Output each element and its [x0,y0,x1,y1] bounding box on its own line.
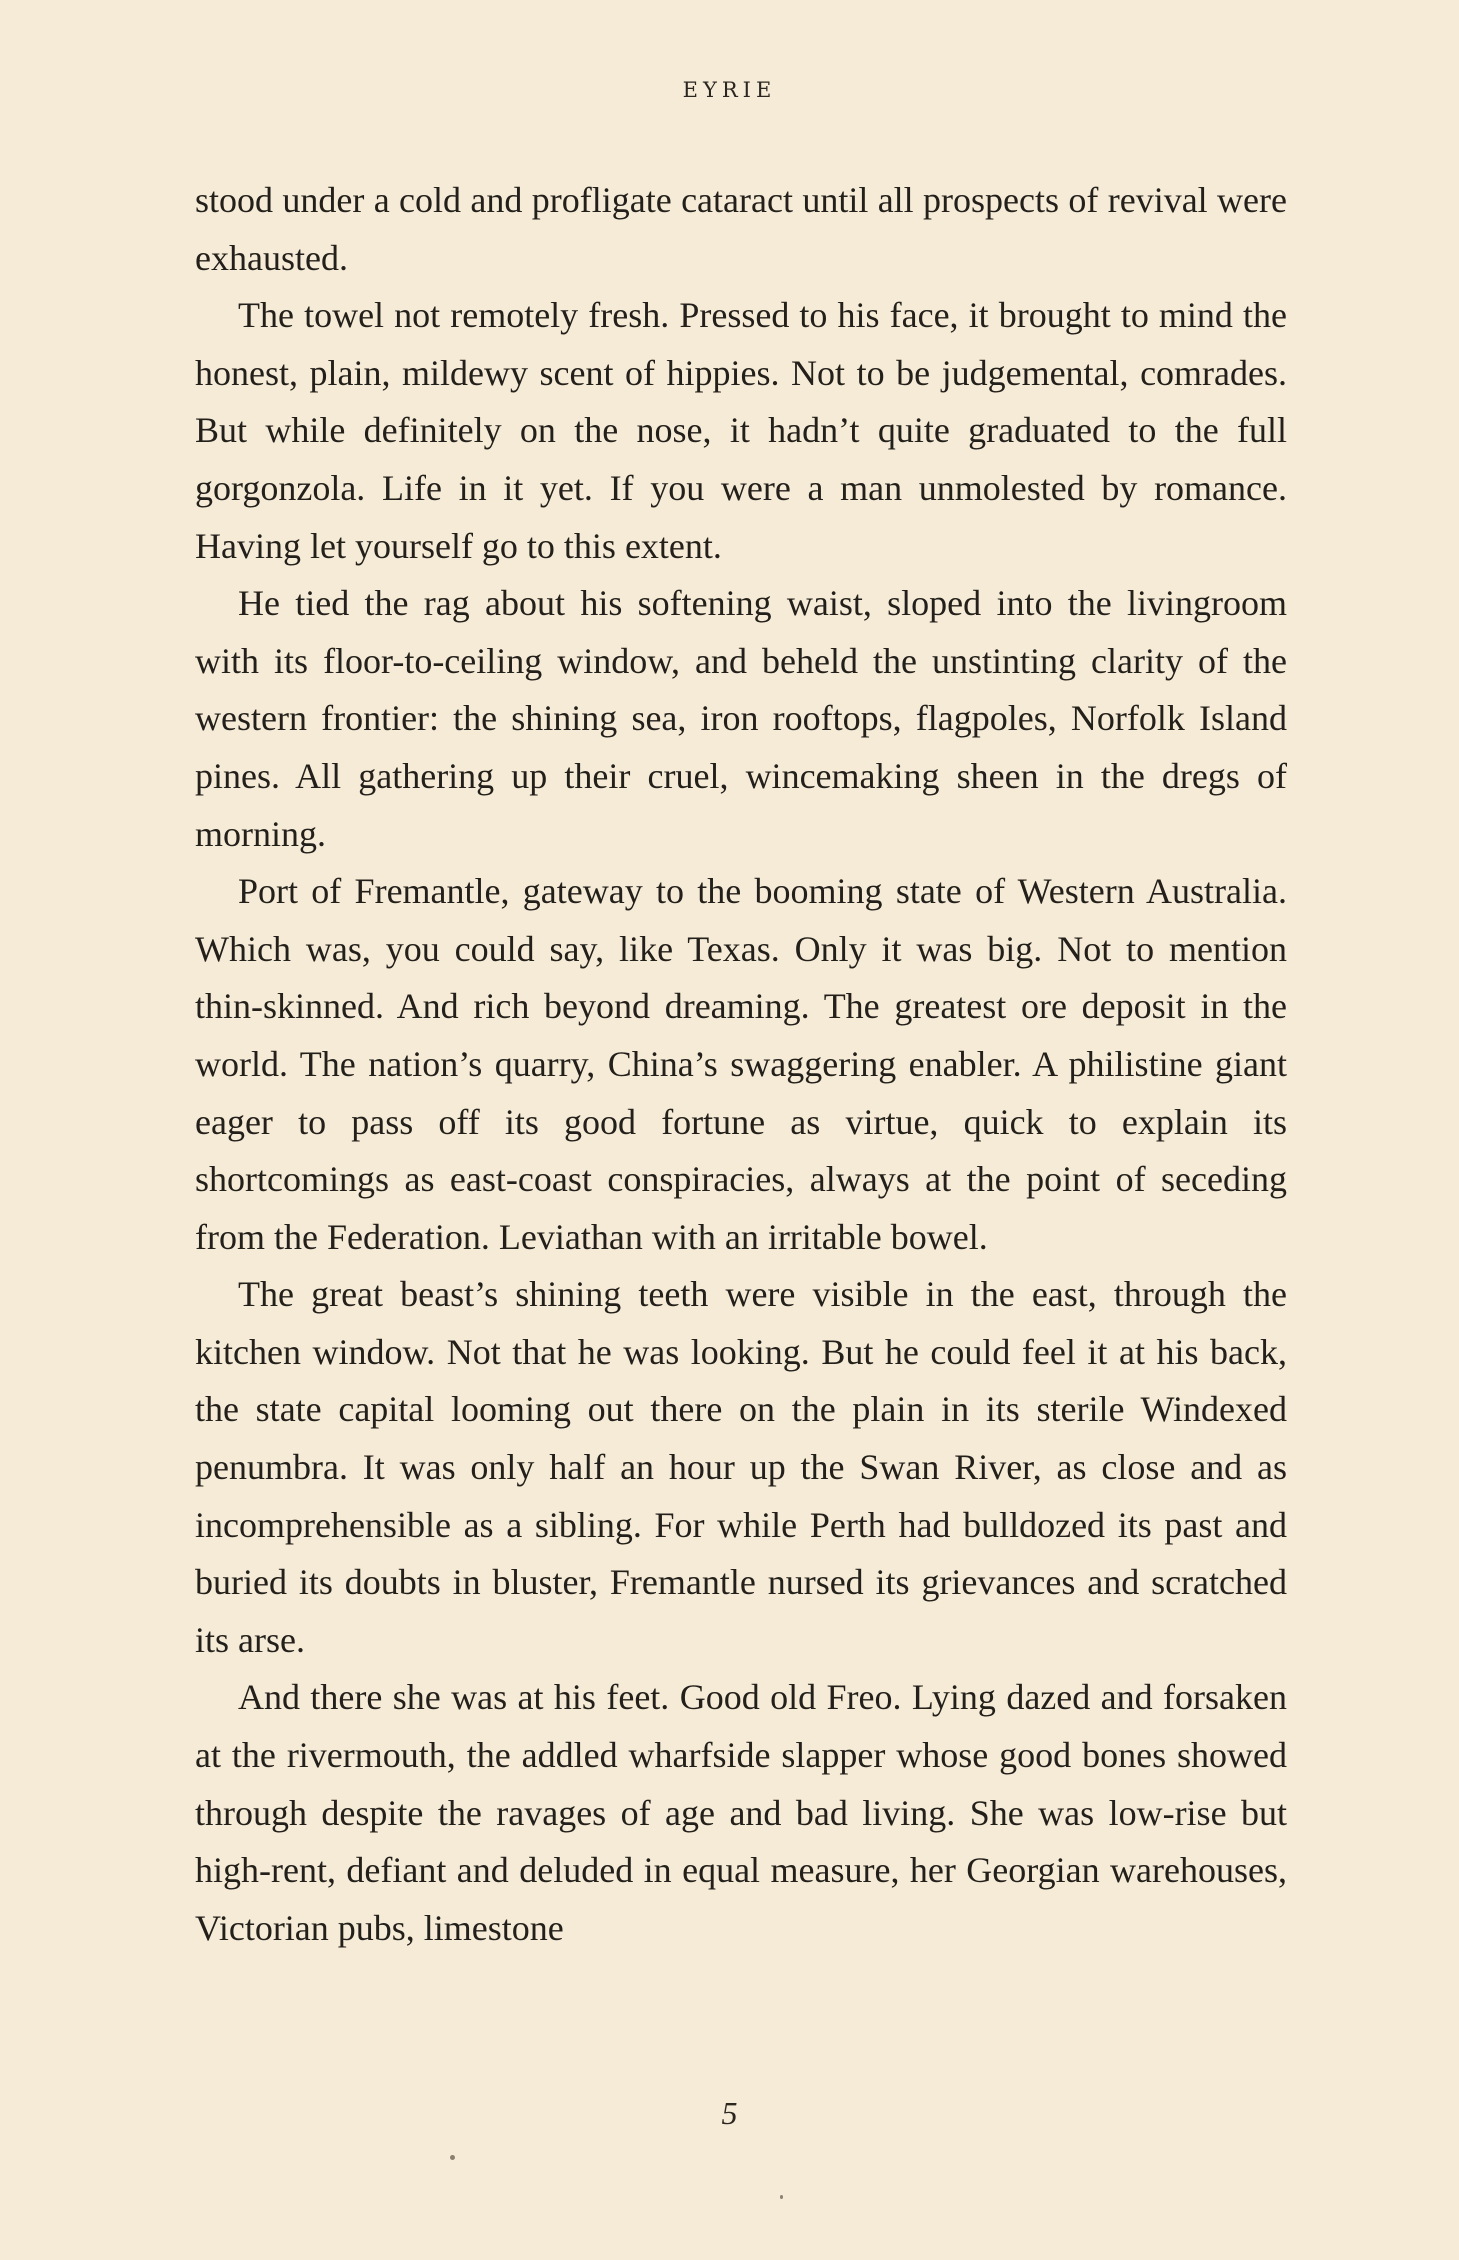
paper-speck [450,2155,455,2160]
paragraph: The great beast’s shining teeth were visible in the east, through the kitchen window. Not that he was looking. But he could feel it at his back, the state capital looming out there on the plain in its sterile Windexed penumbra. It was only half an hour up the Swan River, as close and as incomprehensible as a sibling. For while Perth had bulldozed its past and buried its doubts in bluster, Fremantle nursed its grievances and scratched its arse. [195,1274,1287,1660]
body-text [195,172,1287,1957]
paragraph: And there she was at his feet. Good old Freo. Lying dazed and forsaken at the rivermouth, the addled wharfside slapper whose good bones showed through despite the ravages of age and bad living. She was low-rise but high-rent, defiant and deluded in equal measure, her Georgian warehouses, Victorian pubs, limestone [195,1677,1287,1948]
paragraph: The towel not remotely fresh. Pressed to his face, it brought to mind the honest, plain, mildewy scent of hippies. Not to be judgemental, comrades. But while definitely on the nose, it hadn’t quite graduated to the full gorgonzola. Life in it yet. If you were a man unmolested by romance. Having let yourself go to this extent. [195,295,1287,566]
running-head: EYRIE [682,78,777,102]
page-number: 5 [721,2095,738,2131]
paper-speck [780,2195,783,2199]
paragraph: Port of Fremantle, gateway to the booming state of Western Australia. Which was, you could say, like Texas. Only it was big. Not to mention thin-skinned. And rich beyond dreaming. The greatest ore deposit in the world. The nation’s quarry, China’s swaggering enabler. A philistine giant eager to pass off its good fortune as virtue, quick to explain its shortcomings as east-coast conspiracies, always at the point of seceding from the Federation. Leviathan with an irritable bowel. [195,871,1287,1257]
paragraph: He tied the rag about his softening waist, sloped into the livingroom with its floor-to-ceiling window, and beheld the unstinting clarity of the western frontier: the shining sea, iron rooftops, flagpoles, Norfolk Island pines. All gathering up their cruel, wincemaking sheen in the dregs of morning. [195,583,1287,854]
paragraph: stood under a cold and profligate cataract until all prospects of revival were exhausted. [195,180,1287,278]
